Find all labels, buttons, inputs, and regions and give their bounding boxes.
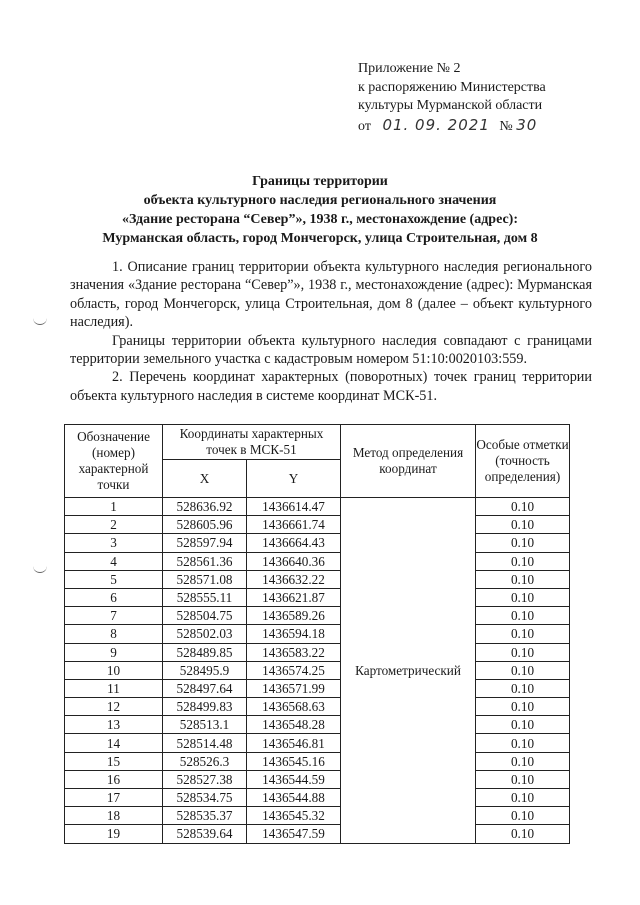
accuracy-cell: 0.10 [476, 716, 570, 734]
point-number-cell: 6 [65, 588, 163, 606]
title-line-2: объекта культурного наследия регионального значения [143, 193, 497, 208]
table-row [65, 588, 570, 606]
accuracy-cell: 0.10 [476, 607, 570, 625]
header-method: Метод определения координат [341, 425, 476, 498]
y-coordinate-cell: 1436548.28 [247, 716, 341, 734]
accuracy-cell: 0.10 [476, 588, 570, 606]
y-coordinate-cell: 1436583.22 [247, 643, 341, 661]
accuracy-cell: 0.10 [476, 679, 570, 697]
x-coordinate-cell: 528555.11 [163, 588, 247, 606]
point-number-cell: 11 [65, 679, 163, 697]
point-number-cell: 7 [65, 607, 163, 625]
table-row [65, 643, 570, 661]
accuracy-cell: 0.10 [476, 552, 570, 570]
appendix-order-line: к распоряжению Министерства [358, 79, 546, 95]
y-coordinate-cell: 1436568.63 [247, 698, 341, 716]
table-row [65, 825, 570, 843]
x-coordinate-cell: 528514.48 [163, 734, 247, 752]
punch-mark [33, 318, 47, 325]
table-row [65, 625, 570, 643]
date-prefix: от [358, 118, 371, 134]
point-number-cell: 15 [65, 752, 163, 770]
punch-mark [33, 566, 47, 573]
y-coordinate-cell: 1436621.87 [247, 588, 341, 606]
table-row [65, 807, 570, 825]
point-number-cell: 4 [65, 552, 163, 570]
accuracy-cell: 0.10 [476, 734, 570, 752]
x-coordinate-cell: 528527.38 [163, 770, 247, 788]
x-coordinate-cell: 528535.37 [163, 807, 247, 825]
point-number-cell: 12 [65, 698, 163, 716]
table-row [65, 789, 570, 807]
table-row [65, 534, 570, 552]
handwritten-number: 30 [516, 115, 538, 134]
x-coordinate-cell: 528534.75 [163, 789, 247, 807]
title-line-3: «Здание ресторана “Север”», 1938 г., местонахождение (адрес): [122, 212, 518, 227]
appendix-date-line [358, 116, 608, 137]
x-coordinate-cell: 528502.03 [163, 625, 247, 643]
y-coordinate-cell: 1436594.18 [247, 625, 341, 643]
table-row [65, 570, 570, 588]
accuracy-cell: 0.10 [476, 625, 570, 643]
document-title [50, 172, 590, 248]
appendix-header [358, 60, 608, 136]
handwritten-date: 01. 09. 2021 [382, 115, 490, 134]
x-coordinate-cell: 528571.08 [163, 570, 247, 588]
coordinates-table [64, 424, 570, 844]
paragraph-coordinates-list: 2. Перечень координат характерных (поворотных) точек границ территории объекта культурного наследия в системе координат МСК-51. [70, 369, 592, 404]
y-coordinate-cell: 1436547.59 [247, 825, 341, 843]
x-coordinate-cell: 528495.9 [163, 661, 247, 679]
point-number-cell: 1 [65, 498, 163, 516]
accuracy-cell: 0.10 [476, 534, 570, 552]
accuracy-cell: 0.10 [476, 770, 570, 788]
y-coordinate-cell: 1436640.36 [247, 552, 341, 570]
y-coordinate-cell: 1436661.74 [247, 516, 341, 534]
table-row [65, 716, 570, 734]
y-coordinate-cell: 1436545.32 [247, 807, 341, 825]
x-coordinate-cell: 528539.64 [163, 825, 247, 843]
y-coordinate-cell: 1436546.81 [247, 734, 341, 752]
x-coordinate-cell: 528499.83 [163, 698, 247, 716]
accuracy-cell: 0.10 [476, 661, 570, 679]
accuracy-cell: 0.10 [476, 752, 570, 770]
point-number-cell: 13 [65, 716, 163, 734]
point-number-cell: 9 [65, 643, 163, 661]
table-row [65, 498, 570, 516]
y-coordinate-cell: 1436589.26 [247, 607, 341, 625]
y-coordinate-cell: 1436544.88 [247, 789, 341, 807]
header-coordinates: Координаты характерных точек в МСК-51 [163, 425, 341, 460]
table-row [65, 661, 570, 679]
number-prefix: № [499, 118, 513, 134]
table-header-row [65, 425, 570, 460]
body-text [70, 258, 592, 405]
accuracy-cell: 0.10 [476, 570, 570, 588]
y-coordinate-cell: 1436545.16 [247, 752, 341, 770]
x-coordinate-cell: 528489.85 [163, 643, 247, 661]
accuracy-cell: 0.10 [476, 825, 570, 843]
x-coordinate-cell: 528636.92 [163, 498, 247, 516]
table-row [65, 770, 570, 788]
title-line-4: Мурманская область, город Мончегорск, улица Строительная, дом 8 [102, 231, 538, 246]
y-coordinate-cell: 1436632.22 [247, 570, 341, 588]
x-coordinate-cell: 528605.96 [163, 516, 247, 534]
appendix-ministry-line: культуры Мурманской области [358, 98, 543, 113]
point-number-cell: 16 [65, 770, 163, 788]
header-point-number: Обозначение (номер) характерной точки [65, 425, 163, 498]
paragraph-cadastral: Границы территории объекта культурного наследия совпадают с границами территории земельного участка с кадастровым номером 51:10:0020103:559. [70, 332, 592, 368]
table-row [65, 752, 570, 770]
accuracy-cell: 0.10 [476, 807, 570, 825]
table-row [65, 552, 570, 570]
point-number-cell: 14 [65, 734, 163, 752]
point-number-cell: 3 [65, 534, 163, 552]
accuracy-cell: 0.10 [476, 789, 570, 807]
point-number-cell: 2 [65, 516, 163, 534]
table-row [65, 607, 570, 625]
accuracy-cell: 0.10 [476, 643, 570, 661]
x-coordinate-cell: 528597.94 [163, 534, 247, 552]
header-y: Y [247, 460, 341, 498]
x-coordinate-cell: 528513.1 [163, 716, 247, 734]
accuracy-cell: 0.10 [476, 516, 570, 534]
point-number-cell: 8 [65, 625, 163, 643]
y-coordinate-cell: 1436574.25 [247, 661, 341, 679]
x-coordinate-cell: 528526.3 [163, 752, 247, 770]
table-row [65, 679, 570, 697]
x-coordinate-cell: 528497.64 [163, 679, 247, 697]
method-cell: Картометрический [341, 498, 476, 844]
table-row [65, 698, 570, 716]
appendix-number: Приложение № 2 [358, 61, 461, 76]
accuracy-cell: 0.10 [476, 698, 570, 716]
point-number-cell: 17 [65, 789, 163, 807]
y-coordinate-cell: 1436544.59 [247, 770, 341, 788]
point-number-cell: 18 [65, 807, 163, 825]
header-x: X [163, 460, 247, 498]
table-row [65, 516, 570, 534]
table-body [65, 498, 570, 844]
y-coordinate-cell: 1436614.47 [247, 498, 341, 516]
table-row [65, 734, 570, 752]
point-number-cell: 10 [65, 661, 163, 679]
x-coordinate-cell: 528504.75 [163, 607, 247, 625]
y-coordinate-cell: 1436571.99 [247, 679, 341, 697]
paragraph-boundaries-description: 1. Описание границ территории объекта культурного наследия регионального значения «Здание ресторана “Север”», 1938 г., местонахождение (адрес): Мурманская область, город Мончегорск, улица Строительная, дом 8 (далее – объект культурного наследия). [70, 259, 592, 331]
header-notes: Особые отметки (точность определения) [476, 425, 570, 498]
x-coordinate-cell: 528561.36 [163, 552, 247, 570]
point-number-cell: 5 [65, 570, 163, 588]
accuracy-cell: 0.10 [476, 498, 570, 516]
y-coordinate-cell: 1436664.43 [247, 534, 341, 552]
title-line-1: Границы территории [252, 174, 388, 189]
point-number-cell: 19 [65, 825, 163, 843]
